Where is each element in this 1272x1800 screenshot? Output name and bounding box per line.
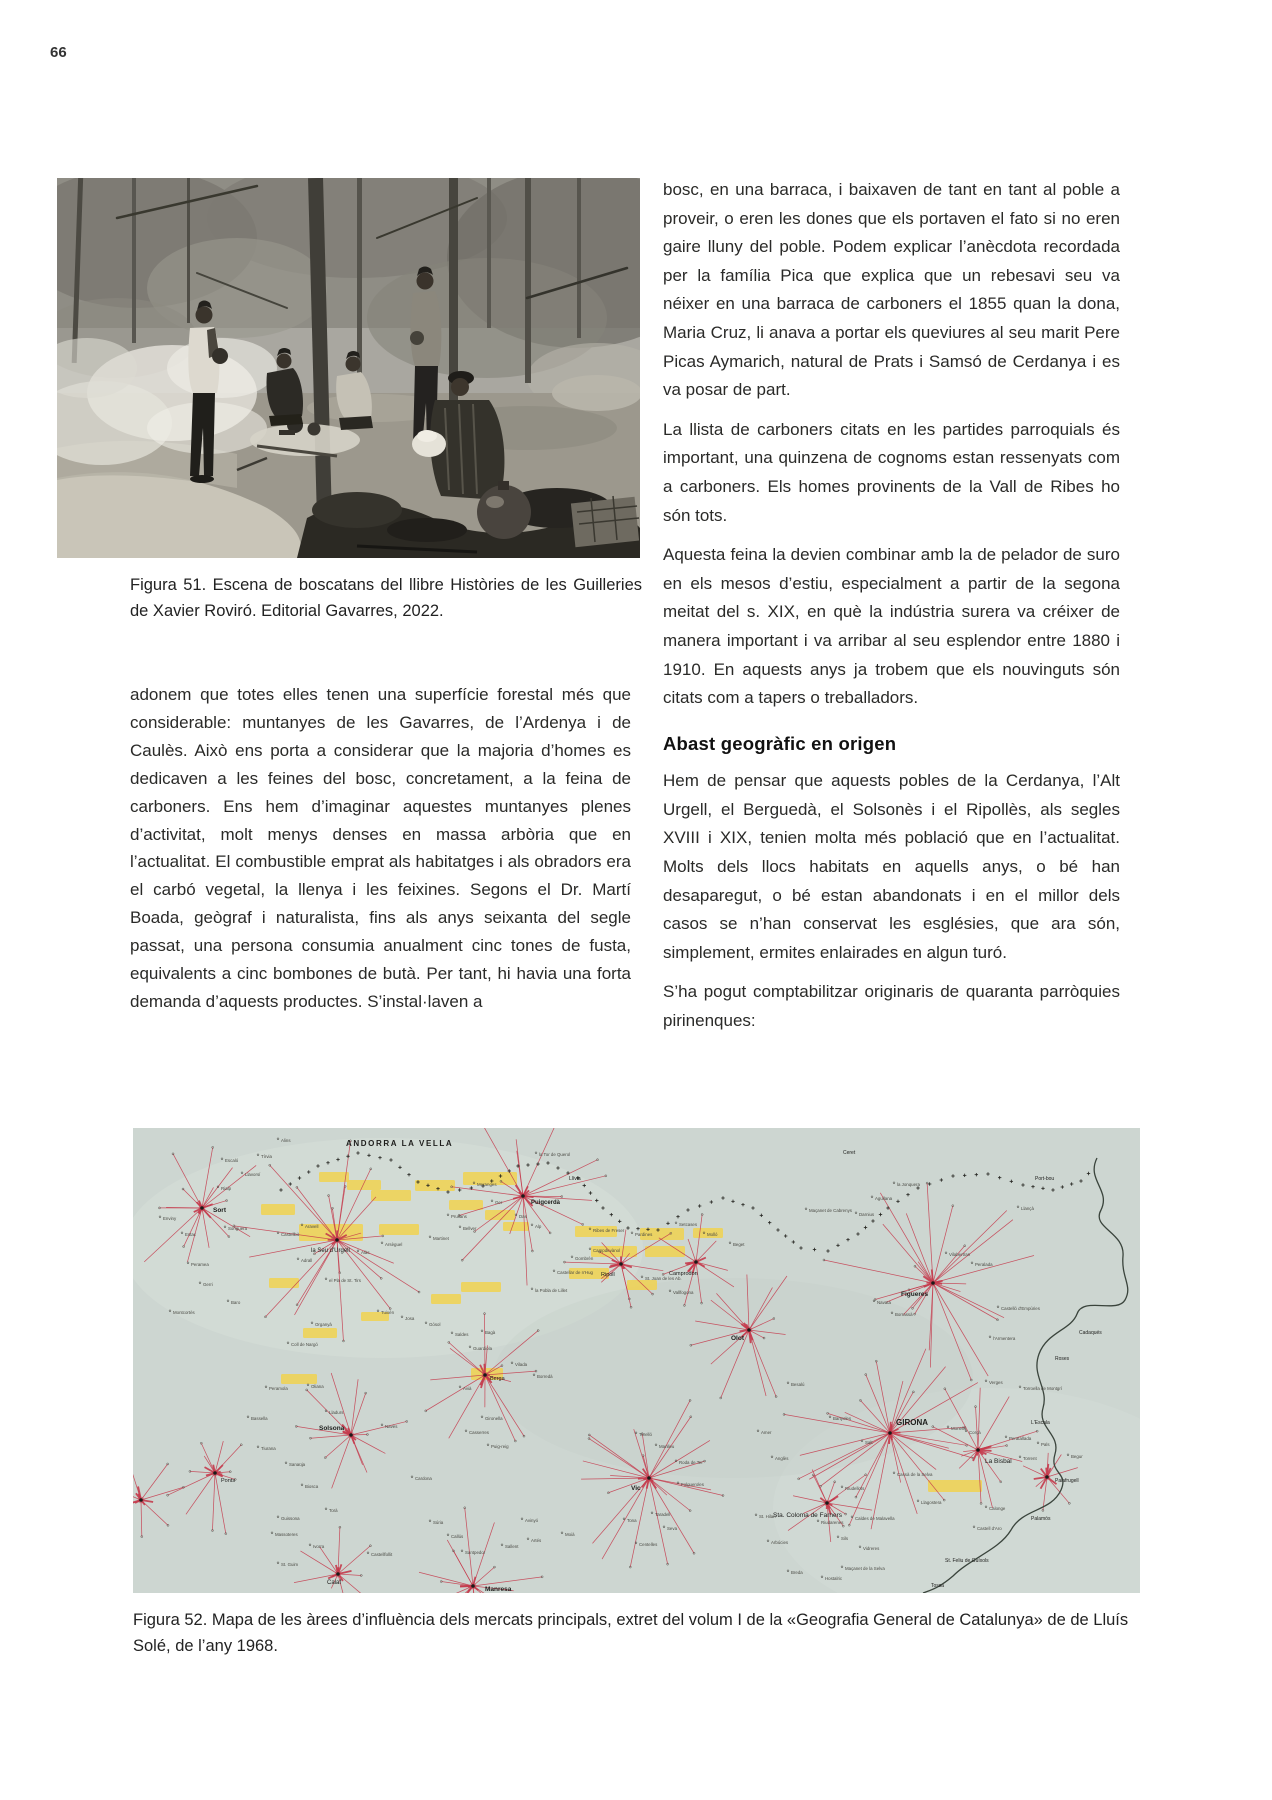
- svg-text:Banyoles: Banyoles: [833, 1416, 852, 1421]
- svg-text:Gerri: Gerri: [203, 1282, 213, 1287]
- svg-text:Calonge: Calonge: [989, 1506, 1006, 1511]
- svg-text:Amer: Amer: [761, 1430, 772, 1435]
- svg-text:Anglès: Anglès: [775, 1456, 789, 1461]
- svg-text:Berga: Berga: [490, 1376, 505, 1382]
- figure52-caption: Figura 52. Mapa de les àrees d’influència dels mercats principals, extret del volum I de la «Geografia General de Catalunya» de de Lluís Solé, de l’any 1968.: [133, 1611, 1129, 1655]
- svg-text:Rialp: Rialp: [221, 1186, 232, 1191]
- svg-text:Borrassà: Borrassà: [895, 1312, 913, 1317]
- svg-text:Puigcerdà: Puigcerdà: [531, 1200, 561, 1206]
- svg-text:Gombrèn: Gombrèn: [575, 1256, 594, 1261]
- svg-text:Alins: Alins: [281, 1138, 291, 1143]
- svg-text:Vilada: Vilada: [515, 1362, 528, 1367]
- svg-text:Ceret: Ceret: [843, 1150, 856, 1156]
- svg-text:Salt: Salt: [865, 1440, 873, 1445]
- svg-text:Llagostera: Llagostera: [921, 1500, 942, 1505]
- svg-text:Tírvia: Tírvia: [261, 1154, 272, 1159]
- svg-text:GIRONA: GIRONA: [896, 1418, 928, 1427]
- svg-text:Monells: Monells: [951, 1426, 967, 1431]
- svg-text:Avinyó: Avinyó: [525, 1518, 539, 1523]
- svg-text:Das: Das: [519, 1214, 527, 1219]
- svg-text:Artés: Artés: [531, 1538, 542, 1543]
- svg-text:Castellar de n'Hug: Castellar de n'Hug: [557, 1270, 593, 1275]
- svg-text:Borredà: Borredà: [537, 1374, 553, 1379]
- svg-text:Lladurs: Lladurs: [329, 1410, 344, 1415]
- svg-text:Llavorsí: Llavorsí: [245, 1172, 261, 1177]
- svg-text:Arsèguel: Arsèguel: [385, 1242, 403, 1247]
- svg-text:Baro: Baro: [231, 1300, 241, 1305]
- svg-text:Guissona: Guissona: [281, 1516, 300, 1521]
- svg-text:La Bisbal: La Bisbal: [985, 1458, 1012, 1465]
- svg-text:Ribes de Freser: Ribes de Freser: [593, 1228, 625, 1233]
- svg-text:Vilabertran: Vilabertran: [949, 1252, 971, 1257]
- svg-text:Coll de Nargó: Coll de Nargó: [291, 1342, 318, 1347]
- svg-text:Aravell: Aravell: [305, 1224, 319, 1229]
- svg-text:Vic: Vic: [631, 1485, 641, 1492]
- svg-text:Breda: Breda: [791, 1570, 803, 1575]
- svg-text:Llançà: Llançà: [1021, 1206, 1034, 1211]
- right-column: [663, 176, 1120, 1047]
- svg-text:Alp: Alp: [535, 1224, 542, 1229]
- svg-text:Verges: Verges: [989, 1380, 1003, 1385]
- svg-text:Tuixén: Tuixén: [381, 1310, 395, 1315]
- svg-text:Riudellots: Riudellots: [845, 1486, 865, 1491]
- svg-text:Corçà: Corçà: [969, 1430, 981, 1435]
- svg-text:Maçanet de la Selva: Maçanet de la Selva: [845, 1566, 885, 1571]
- body-paragraph: S’ha pogut comptabilitzar originaris de quaranta parròquies pirinenques:: [663, 982, 1120, 1031]
- svg-text:Josa: Josa: [405, 1316, 415, 1321]
- photo-smoke: [57, 338, 277, 465]
- svg-text:la Pobla de Lillet: la Pobla de Lillet: [535, 1288, 568, 1293]
- svg-text:Guardiola: Guardiola: [473, 1346, 493, 1351]
- svg-text:Pals: Pals: [1041, 1442, 1050, 1447]
- svg-text:Sort: Sort: [213, 1207, 226, 1214]
- svg-text:Casserres: Casserres: [469, 1430, 490, 1435]
- catalonia-markets-map: [133, 1128, 1140, 1593]
- svg-text:Castellfollit: Castellfollit: [371, 1552, 393, 1557]
- svg-text:Peramea: Peramea: [191, 1262, 209, 1267]
- svg-text:Riudarenes: Riudarenes: [821, 1520, 844, 1525]
- svg-text:Torelló: Torelló: [639, 1432, 652, 1437]
- svg-text:Ivorra: Ivorra: [313, 1544, 325, 1549]
- svg-text:Port-bou: Port-bou: [1035, 1176, 1055, 1182]
- svg-text:St. Joan de les Ab.: St. Joan de les Ab.: [645, 1276, 682, 1281]
- svg-text:Roda de Ter: Roda de Ter: [679, 1460, 703, 1465]
- svg-text:Adrall: Adrall: [301, 1258, 313, 1263]
- svg-text:Vallfogona: Vallfogona: [673, 1290, 694, 1295]
- svg-text:Ponts: Ponts: [221, 1478, 236, 1484]
- svg-text:Prullans: Prullans: [451, 1214, 467, 1219]
- body-paragraph: Hem de pensar que aquests pobles de la Cerdanya, l’Alt Urgell, el Berguedà, el Solsonès i el Ripollès, als segles XVIII i XIX, tenien molta més població que en l’actualitat. Molts dels llocs habitats en aquells anys, o bé han desaparegut, o bé estan abandonats i en el millor dels casos se n’han conservat les esglésies, que ara són, simplement, ermites enlairades en algun turó.: [663, 771, 1120, 962]
- svg-text:Ripoll: Ripoll: [601, 1272, 615, 1278]
- svg-text:Roses: Roses: [1055, 1356, 1070, 1362]
- svg-text:Biosca: Biosca: [305, 1484, 319, 1489]
- svg-text:Peramola: Peramola: [269, 1386, 288, 1391]
- svg-text:Puig-reig: Puig-reig: [491, 1444, 509, 1449]
- svg-text:Seva: Seva: [667, 1526, 678, 1531]
- svg-text:Sta. Coloma de Farners: Sta. Coloma de Farners: [773, 1512, 843, 1519]
- svg-text:St. Feliu de Guíxols: St. Feliu de Guíxols: [945, 1558, 989, 1564]
- svg-text:Bellver: Bellver: [463, 1226, 477, 1231]
- svg-text:Montcortès: Montcortès: [173, 1310, 195, 1315]
- svg-text:Cassà de la Selva: Cassà de la Selva: [897, 1472, 933, 1477]
- svg-text:Molló: Molló: [707, 1232, 718, 1237]
- svg-text:Vidreres: Vidreres: [863, 1546, 880, 1551]
- svg-text:Gósol: Gósol: [429, 1322, 441, 1327]
- svg-text:Torroella de Montgrí: Torroella de Montgrí: [1023, 1386, 1063, 1391]
- svg-text:Pardines: Pardines: [635, 1232, 653, 1237]
- svg-text:Taradell: Taradell: [655, 1512, 671, 1517]
- svg-text:Santpedor: Santpedor: [465, 1550, 486, 1555]
- svg-text:Llívia: Llívia: [569, 1176, 581, 1182]
- svg-text:Callús: Callús: [451, 1534, 464, 1539]
- svg-text:Organyà: Organyà: [315, 1322, 332, 1327]
- svg-text:Bagà: Bagà: [485, 1330, 496, 1335]
- svg-text:Gironella: Gironella: [485, 1416, 503, 1421]
- svg-text:la Tor de Querol: la Tor de Querol: [539, 1152, 571, 1157]
- figure52-map: [133, 1128, 1140, 1593]
- svg-text:Escaló: Escaló: [225, 1158, 239, 1163]
- svg-text:Setcases: Setcases: [679, 1222, 698, 1227]
- svg-text:Peralada: Peralada: [975, 1262, 993, 1267]
- svg-text:Darnius: Darnius: [859, 1212, 875, 1217]
- body-paragraph: Aquesta feina la devien combinar amb la de pelador de suro en els mesos d’estiu, especialment a partir de la segona meitat del s. XIX, en què la indústria surera va créixer de manera important i va arribar al seu esplendor entre 1880 i 1910. En aquests anys ja trobem que els nouvinguts són citats com a tapers o treballadors.: [663, 545, 1120, 708]
- svg-text:Tona: Tona: [627, 1518, 637, 1523]
- svg-text:Olot: Olot: [731, 1335, 744, 1342]
- svg-text:Avià: Avià: [463, 1386, 472, 1391]
- svg-text:Saldes: Saldes: [455, 1332, 469, 1337]
- svg-text:Campdevànol: Campdevànol: [593, 1248, 621, 1253]
- svg-text:Sanaüja: Sanaüja: [289, 1462, 306, 1467]
- page-number: 66: [50, 44, 67, 61]
- svg-text:Castelló d'Empúries: Castelló d'Empúries: [1001, 1306, 1040, 1311]
- body-paragraph: La llista de carboners citats en les partides parroquials és important, una quinzena de cognoms estan ressenyats com a carboners. Els homes provinents de la Vall de Ribes ho són tots.: [663, 419, 1120, 525]
- svg-text:Palamós: Palamós: [1031, 1516, 1051, 1522]
- svg-text:Caldes de Malavella: Caldes de Malavella: [855, 1516, 895, 1521]
- svg-text:St. Hilari: St. Hilari: [759, 1514, 776, 1519]
- body-paragraph: bosc, en una barraca, i baixaven de tant en tant al poble a proveir, o eren les dones que els portaven el fato si no eren gaire lluny del poble. Podem explicar l’anècdota recordada per la família Pica que explica que un rebesavi seu va néixer en una barraca de carboners el 1855 quan la dona, Maria Cruz, li anava a portar els queviures al seu marit Pere Picas Aymarich, natural de Prats i Samsó de Cerdanya i es va posar de part.: [663, 180, 1120, 400]
- svg-text:Solsona: Solsona: [319, 1425, 345, 1432]
- svg-text:Castellbò: Castellbò: [281, 1232, 300, 1237]
- svg-text:Moià: Moià: [565, 1532, 575, 1537]
- svg-text:Navata: Navata: [877, 1300, 891, 1305]
- svg-text:Tossa: Tossa: [931, 1583, 945, 1589]
- section-heading: Abast geogràfic en origen: [663, 732, 897, 754]
- forest-scene-illustration: [57, 178, 640, 558]
- svg-text:Centelles: Centelles: [639, 1542, 658, 1547]
- svg-text:Navès: Navès: [385, 1424, 398, 1429]
- svg-text:Beget: Beget: [733, 1242, 745, 1247]
- svg-text:Meranges: Meranges: [477, 1182, 497, 1187]
- svg-text:St. Guim: St. Guim: [281, 1562, 299, 1567]
- svg-text:ANDORRA LA VELLA: ANDORRA LA VELLA: [346, 1139, 454, 1148]
- svg-text:Peratallada: Peratallada: [1009, 1436, 1032, 1441]
- svg-text:Martinet: Martinet: [433, 1236, 449, 1241]
- svg-text:Cadaqués: Cadaqués: [1079, 1330, 1102, 1336]
- svg-text:Figueres: Figueres: [901, 1291, 929, 1298]
- svg-text:Ger: Ger: [495, 1200, 503, 1205]
- svg-text:l'Armentera: l'Armentera: [993, 1336, 1016, 1341]
- svg-text:Palafrugell: Palafrugell: [1055, 1478, 1079, 1484]
- svg-text:Sils: Sils: [841, 1536, 849, 1541]
- svg-text:Torrent: Torrent: [1023, 1456, 1037, 1461]
- svg-text:Castell d'Aro: Castell d'Aro: [977, 1526, 1002, 1531]
- svg-text:Sallent: Sallent: [505, 1544, 519, 1549]
- svg-text:Bassella: Bassella: [251, 1416, 268, 1421]
- svg-text:Alàs: Alàs: [361, 1250, 370, 1255]
- svg-text:L'Escala: L'Escala: [1031, 1420, 1050, 1426]
- svg-text:Cardona: Cardona: [415, 1476, 432, 1481]
- svg-text:el Pla de St. Tirs: el Pla de St. Tirs: [329, 1278, 361, 1283]
- svg-text:la Seu d'Urgell: la Seu d'Urgell: [311, 1248, 350, 1254]
- left-column: [130, 681, 631, 1016]
- svg-text:Enviny: Enviny: [163, 1216, 177, 1221]
- svg-text:Camprodon: Camprodon: [669, 1271, 698, 1277]
- svg-text:Manlleu: Manlleu: [659, 1444, 675, 1449]
- svg-text:Estac: Estac: [185, 1232, 196, 1237]
- svg-text:Massoteres: Massoteres: [275, 1532, 298, 1537]
- svg-text:Torà: Torà: [329, 1508, 338, 1513]
- svg-text:Maçanet de Cabrenys: Maçanet de Cabrenys: [809, 1208, 852, 1213]
- svg-text:Arbúcies: Arbúcies: [771, 1540, 789, 1545]
- svg-text:Manresa: Manresa: [485, 1586, 512, 1593]
- svg-text:Agullana: Agullana: [875, 1196, 893, 1201]
- figure51-photo: [57, 178, 640, 558]
- svg-text:Oliana: Oliana: [311, 1384, 324, 1389]
- svg-text:Calaf: Calaf: [327, 1580, 342, 1586]
- svg-text:Tiurana: Tiurana: [261, 1446, 276, 1451]
- svg-text:Begur: Begur: [1071, 1454, 1083, 1459]
- svg-text:la Jonquera: la Jonquera: [897, 1182, 920, 1187]
- left-column-paragraph: adonem que totes elles tenen una superfície forestal més que considerable: muntanyes de les Gavarres, de l’Ardenya i de Caulès. Això ens porta a considerar que la majoria d’homes es dedicaven a les feines del bosc, concretament, a la feina de carboners. Ens hem d’imaginar aquestes muntanyes plenes d’activitat, molt menys denses en massa arbòria que en l’actualitat. El combustible emprat als habitatges i als obradors era el carbó vegetal, la llenya i les feixines. Segons el Dr. Martí Boada, geògraf i naturalista, fins als anys seixanta del segle passat, una persona consumia anualment cinc tones de fusta, equivalents a cinc bombones de butà. Per tant, hi havia una forta demanda d’aquests productes. S’instal·laven a: [130, 685, 631, 1011]
- svg-text:Súria: Súria: [433, 1520, 444, 1525]
- svg-text:Hostalric: Hostalric: [825, 1576, 843, 1581]
- svg-text:Besalú: Besalú: [791, 1382, 805, 1387]
- svg-text:Folgueroles: Folgueroles: [681, 1482, 704, 1487]
- figure51-caption: Figura 51. Escena de boscatans del llibre Històries de les Guilleries de Xavier Roviró. Editorial Gavarres, 2022.: [130, 576, 642, 620]
- svg-text:Soriguera: Soriguera: [228, 1226, 248, 1231]
